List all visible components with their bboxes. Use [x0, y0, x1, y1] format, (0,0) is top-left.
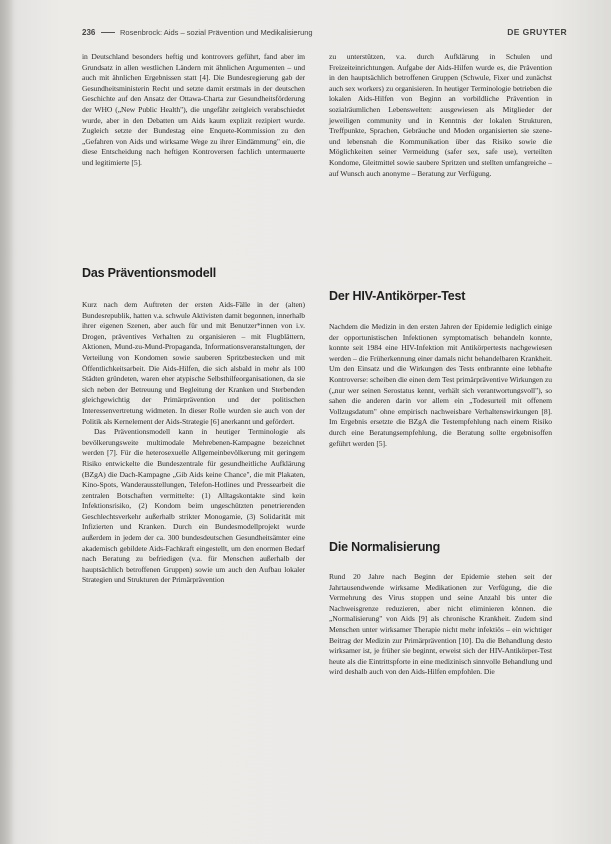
running-title: Rosenbrock: Aids – sozial Prävention und Medikalisierung — [120, 28, 313, 37]
left-paragraph-3: Das Präventionsmodell kann in heutiger Terminologie als bevölkerungsweite multimodale Mehrebenen-Kampagne bezeichnet werden [7]. Für die heterosexuelle Allgemeinbevölkerung mit geringem Risiko entwickelte die Bundeszentrale für gesundheitliche Aufklärung (BZgA) die Dach-Kampagne „Gib Aids keine Chance", die mit Plakaten, Kino-Spots, Wanderausstellungen, Telefon-Hotlines und Pressearbeit die zentralen Botschaften vermittelte: (1) Alltagskontakte sind kein Infektionsrisiko, (2) Kondom beim ungeschützten penetrierenden Geschlechtsverkehr außerhalb strikter Monogamie, (3) Solidarität mit Infizierten und Kranken. Durch ein Bundesmodellprojekt wurde außerdem in jedem der ca. 300 bundesdeutschen Gesundheitsämter eine akademisch gebildete Aids-Fachkraft eingestellt, um den enormen Bedarf nach Beratung zu befriedigen (v.a. für Menschen außerhalb der hauptsächlich betroffenen Gruppen) sowie um auch den Aufbau lokaler Strategien und Strukturen der Primärprävention — [82, 427, 305, 585]
publisher-name: DE GRUYTER — [507, 27, 567, 37]
right-paragraph-1: zu unterstützen, v.a. durch Aufklärung in Schulen und Freizeiteinrichtungen. Aufgabe der Aids-Hilfen wurde es, die Prävention in den hauptsächlich betroffenen Gruppen (Schwule, Fixer und zunächst auch sex workers) zu organisieren. In heutiger Terminologie betrieben die lokalen Aids-Hilfen von Beginn an vorbildliche Prävention in sozialräumlichen Lebenswelten: ausgewiesen als Mitglieder der jeweiligen community und in Kenntnis der lokalen Strukturen, Treffpunkte, Sprachen, Gebräuche und Moden organisierten sie szene- und lebensnah die Kommunikation über das Risiko sowie die Möglichkeiten seiner Vermeidung (safer sex, safe use), verteilten Kondome, Gleitmittel sowie saubere Spritzen und stellten umfangreiche – auf Wunsch auch anonyme – Beratung zur Verfügung. — [329, 52, 552, 178]
running-header — [82, 27, 567, 41]
section-heading-praeventionsmodell: Das Präventionsmodell — [82, 266, 217, 280]
right-column-normalisierung — [329, 572, 552, 678]
section-heading-normalisierung: Die Normalisierung — [329, 540, 441, 554]
section-heading-hiv-test: Der HIV-Antikörper-Test — [329, 289, 466, 303]
left-column-intro — [82, 52, 305, 169]
gutter-shadow — [0, 0, 14, 844]
left-paragraph-1: in Deutschland besonders heftig und kontrovers geführt, fand aber im Grundsatz in allen westlichen Ländern mit ähnlichen Argumenten – und auch mit ähnlichen Ergebnissen statt [4]. Die Bundesregierung gab der Gesundheitsministerin Recht und setzte damit erstmals in der deutschen Geschichte auf den Ansatz der Ottawa-Charta zur Gesundheitsförderung der WHO („New Public Health"), die ungefähr zeitgleich verabschiedet wurde, aber in den Debatten um Aids kaum explizit rezipiert wurde. Zugleich setzte der Bundestag eine Enquete-Kommission zu den „Gefahren von Aids und wirksame Wege zu ihrer Eindämmung" ein, die diese Entscheidung nach heftigen Kontroversen fachlich untermauerte und legitimierte [5]. — [82, 52, 305, 167]
left-paragraph-2: Kurz nach dem Auftreten der ersten Aids-Fälle in der (alten) Bundesrepublik, hatten v.a. schwule Aktivisten damit begonnen, innerhalb ihrer eigenen Szenen, aber auch für und mit Benutzer*innen von i.v. Drogen, präventives Verhalten zu organisieren – mit Flugblättern, Aktionen, Mund-zu-Mund-Propaganda, Informationsveranstaltungen, der Verteilung von Kondomen sowie sauberen Spritzbestecken und mit Öffentlichkeitsarbeit. Die Aids-Hilfen, die sich alsbald in mehr als 100 Städten gründeten, waren eher atypische Selbsthilfeorganisationen, da sie sich neben der Betreuung und Begleitung der Kranken und Sterbenden gleichgewichtig der Primärprävention und der politischen Interessenvertretung widmeten. In dieser Rolle wurden sie auch von der Politik als Kernelement der Aids-Strategie [6] anerkannt und gefördert. — [82, 300, 305, 426]
left-column-body — [82, 300, 305, 586]
right-column-intro — [329, 52, 552, 179]
right-paragraph-3: Rund 20 Jahre nach Beginn der Epidemie stehen seit der Jahrtausendwende wirksame Medikationen zur Verfügung, die die Vermehrung des Virus stoppen und seine Anzahl bis unter die Nachweisgrenze reduzieren, aber nicht eliminieren können. die „Normalisierung" von Aids [9] als chronische Krankheit. Zudem sind Menschen unter wirksamer Therapie nicht mehr infektiös – ein wichtiger Beitrag der Medizin zur Primärprävention [10]. Da die Behandlung desto wirksamer ist, je früher sie beginnt, erweist sich der HIV-Antikörper-Test heute als die Eintrittspforte in eine medizinisch sinnvolle Behandlung und wird deshalb auch von den Aids-Hilfen empfohlen. Die — [329, 572, 552, 677]
page-number: 236 — [82, 28, 96, 37]
right-paragraph-2: Nachdem die Medizin in den ersten Jahren der Epidemie lediglich einige der opportunistischen Infektionen symptomatisch behandeln konnte, konnte seit 1984 eine HIV-Infektion mit Antikörpertests nachgewiesen werden – die Früherkennung einer damals nicht behandelbaren Krankheit. Um den Einsatz und die Wirkungen des Tests entbrannte eine lebhafte Kontroverse: scheiben die einen dem Test primärpräventive Wirkungen zu („nur wer seinen Serostatus kennt, verhält sich verantwortungsvoll"), so sahen die anderen darin vor allem ein „Todesurteil mit offenem Vollzugsdatum" ohne empirisch nachweisbare Verhaltenswirkungen [8]. Im Ergebnis ersetzte die BZgA die Testempfehlung nach einem Risiko durch eine Beratungsempfehlung, die Beratung sollte ergebnisoffen geführt werden [5]. — [329, 322, 552, 448]
header-dash — [101, 32, 115, 33]
right-column-hiv-test — [329, 322, 552, 449]
